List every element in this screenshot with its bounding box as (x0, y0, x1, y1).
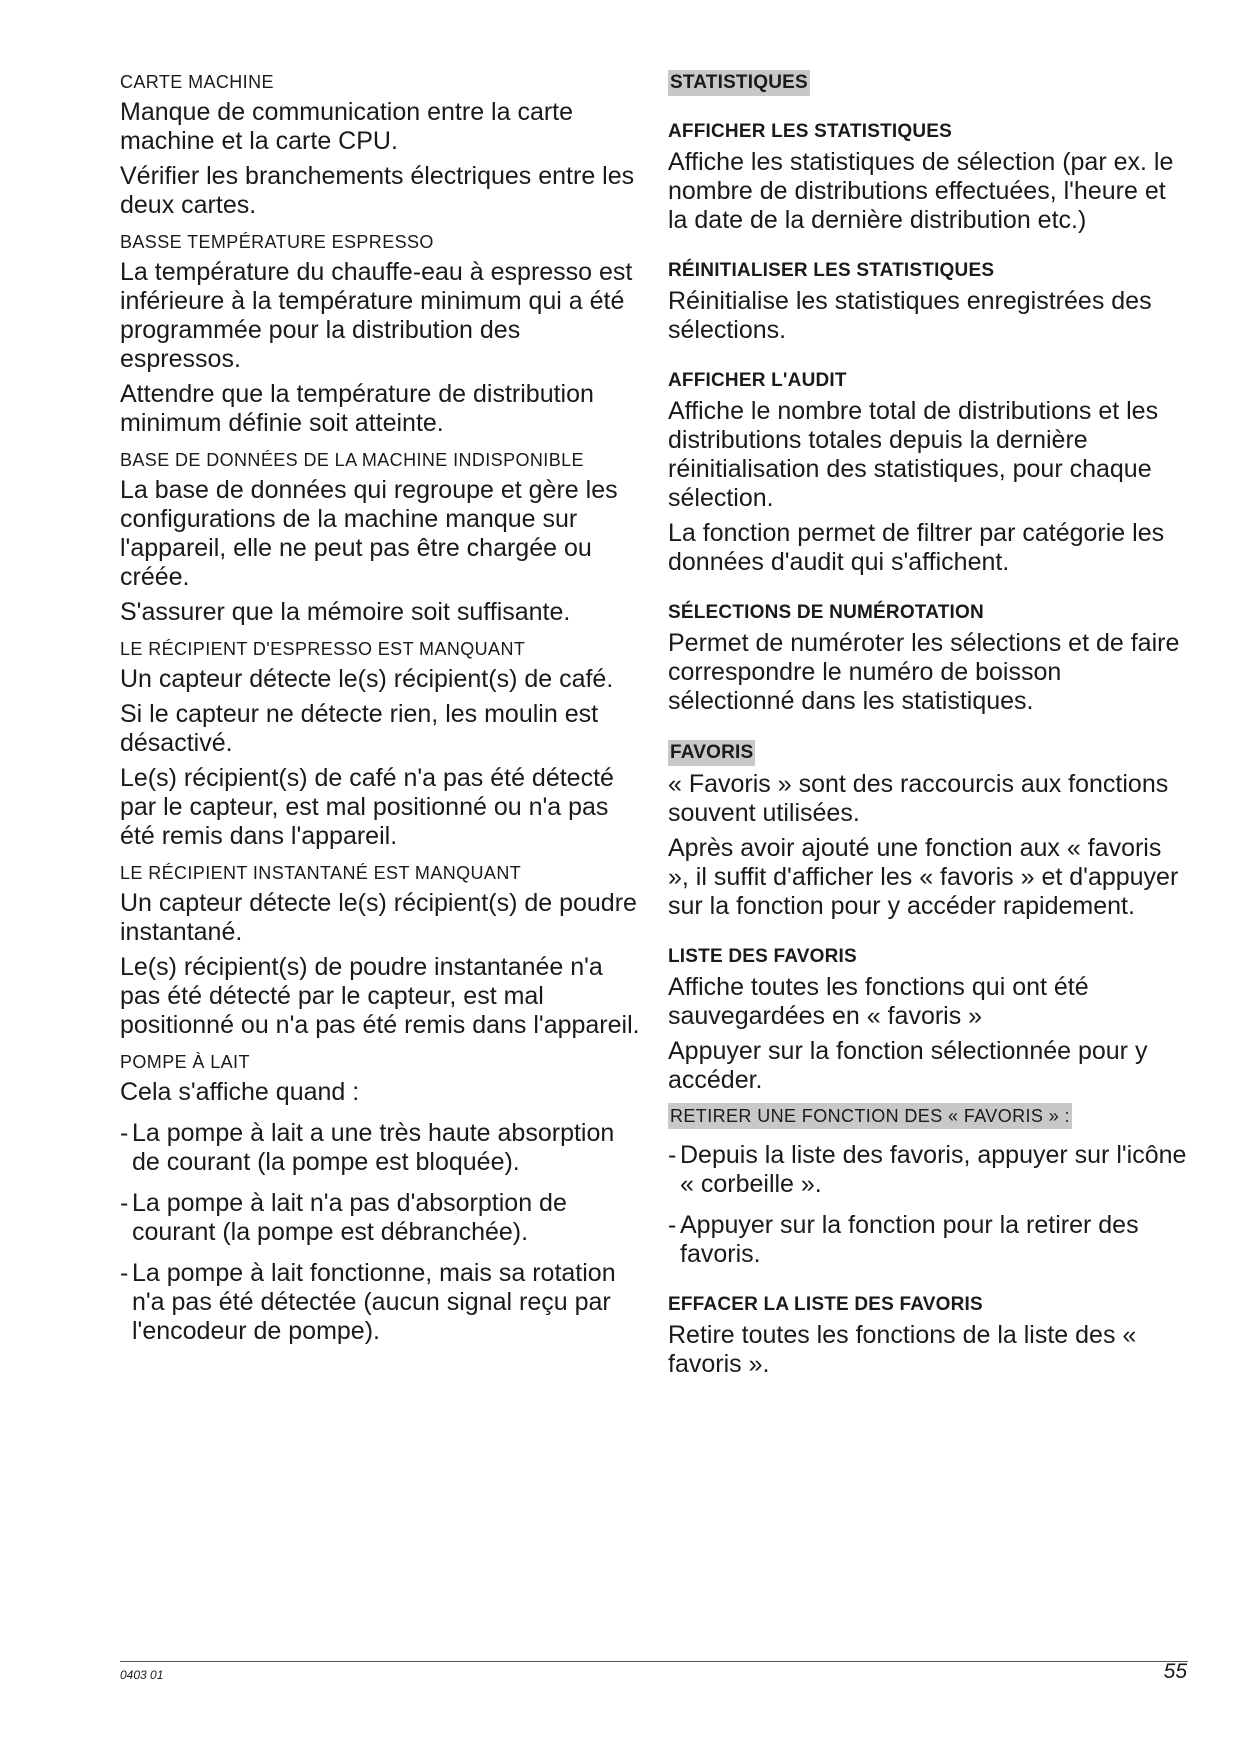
paragraph: Le(s) récipient(s) de poudre instantanée n'a pas été détecté par le capteur, est mal positionné ou n'a pas été remis dans l'appareil. (120, 953, 640, 1039)
heading-carte-machine: CARTE MACHINE (120, 72, 274, 92)
paragraph: Après avoir ajouté une fonction aux « favoris », il suffit d'afficher les « favoris » et d'appuyer sur la fonction pour y accéder rapidement. (668, 834, 1179, 920)
heading-reinitialiser-statistiques: RÉINITIALISER LES STATISTIQUES (668, 260, 995, 281)
paragraph: Réinitialise les statistiques enregistrées des sélections. (668, 287, 1152, 344)
heading-pompe-lait: POMPE À LAIT (120, 1052, 250, 1072)
right-column (668, 70, 1188, 1385)
paragraph: La base de données qui regroupe et gère les configurations de la machine manque sur l'appareil, elle ne peut pas être chargée ou créée. (120, 476, 618, 591)
document-code: 0403 01 (120, 1668, 164, 1682)
heading-retirer-fonction: RETIRER UNE FONCTION DES « FAVORIS » : (668, 1103, 1188, 1129)
paragraph: Affiche toutes les fonctions qui ont été sauvegardées en « favoris » (668, 973, 1089, 1030)
heading-base-donnees: BASE DE DONNÉES DE LA MACHINE INDISPONIBLE (120, 450, 584, 470)
heading-recipient-espresso: LE RÉCIPIENT D'ESPRESSO EST MANQUANT (120, 639, 526, 659)
paragraph: Attendre que la température de distribution minimum définie soit atteinte. (120, 380, 594, 437)
heading-selections-numerotation: SÉLECTIONS DE NUMÉROTATION (668, 602, 984, 623)
paragraph: La température du chauffe-eau à espresso est inférieure à la température minimum qui a été programmée pour la distribution des espressos. (120, 258, 633, 373)
heading-afficher-statistiques: AFFICHER LES STATISTIQUES (668, 121, 953, 142)
paragraph: Un capteur détecte le(s) récipient(s) de poudre instantané. (120, 889, 637, 946)
paragraph: Un capteur détecte le(s) récipient(s) de café. (120, 665, 614, 693)
paragraph: Affiche les statistiques de sélection (par ex. le nombre de distributions effectuées, l'heure et la date de la dernière distribution etc.) (668, 148, 1174, 234)
section-title-statistiques: STATISTIQUES (668, 70, 1188, 96)
heading-effacer-liste: EFFACER LA LISTE DES FAVORIS (668, 1294, 983, 1315)
list-item: - La pompe à lait n'a pas d'absorption de courant (la pompe est débranchée). (120, 1189, 567, 1246)
paragraph: Retire toutes les fonctions de la liste des « favoris ». (668, 1321, 1137, 1378)
paragraph: Appuyer sur la fonction sélectionnée pour y accéder. (668, 1037, 1148, 1094)
heading-recipient-instantane: LE RÉCIPIENT INSTANTANÉ EST MANQUANT (120, 863, 522, 883)
paragraph: Cela s'affiche quand : (120, 1078, 360, 1106)
paragraph: Affiche le nombre total de distributions et les distributions totales depuis la dernière réinitialisation des statistiques, pour chaque sélection. (668, 397, 1159, 512)
list-item: - La pompe à lait fonctionne, mais sa rotation n'a pas été détectée (aucun signal reçu par l'encodeur de pompe). (120, 1259, 616, 1345)
list-item: - Depuis la liste des favoris, appuyer sur l'icône « corbeille ». (668, 1141, 1187, 1198)
paragraph: Vérifier les branchements électriques entre les deux cartes. (120, 162, 635, 219)
page-number: 55 (1163, 1660, 1187, 1683)
paragraph: « Favoris » sont des raccourcis aux fonctions souvent utilisées. (668, 770, 1169, 827)
list-item: - Appuyer sur la fonction pour la retirer des favoris. (668, 1211, 1139, 1268)
list-item: - La pompe à lait a une très haute absorption de courant (la pompe est bloquée). (120, 1119, 615, 1176)
heading-liste-favoris: LISTE DES FAVORIS (668, 946, 857, 967)
paragraph: S'assurer que la mémoire soit suffisante. (120, 598, 571, 626)
heading-basse-temperature: BASSE TEMPÉRATURE ESPRESSO (120, 232, 434, 252)
paragraph: Si le capteur ne détecte rien, les moulin est désactivé. (120, 700, 599, 757)
footer-divider (120, 1661, 1188, 1662)
paragraph: La fonction permet de filtrer par catégorie les données d'audit qui s'affichent. (668, 519, 1165, 576)
section-title-favoris: FAVORIS (668, 740, 1188, 766)
left-column (120, 70, 640, 1346)
paragraph: Le(s) récipient(s) de café n'a pas été détecté par le capteur, est mal positionné ou n'a pas été remis dans l'appareil. (120, 764, 614, 850)
paragraph: Permet de numéroter les sélections et de faire correspondre le numéro de boisson sélectionné dans les statistiques. (668, 629, 1180, 715)
heading-afficher-audit: AFFICHER L'AUDIT (668, 370, 847, 391)
paragraph: Manque de communication entre la carte machine et la carte CPU. (120, 98, 574, 155)
